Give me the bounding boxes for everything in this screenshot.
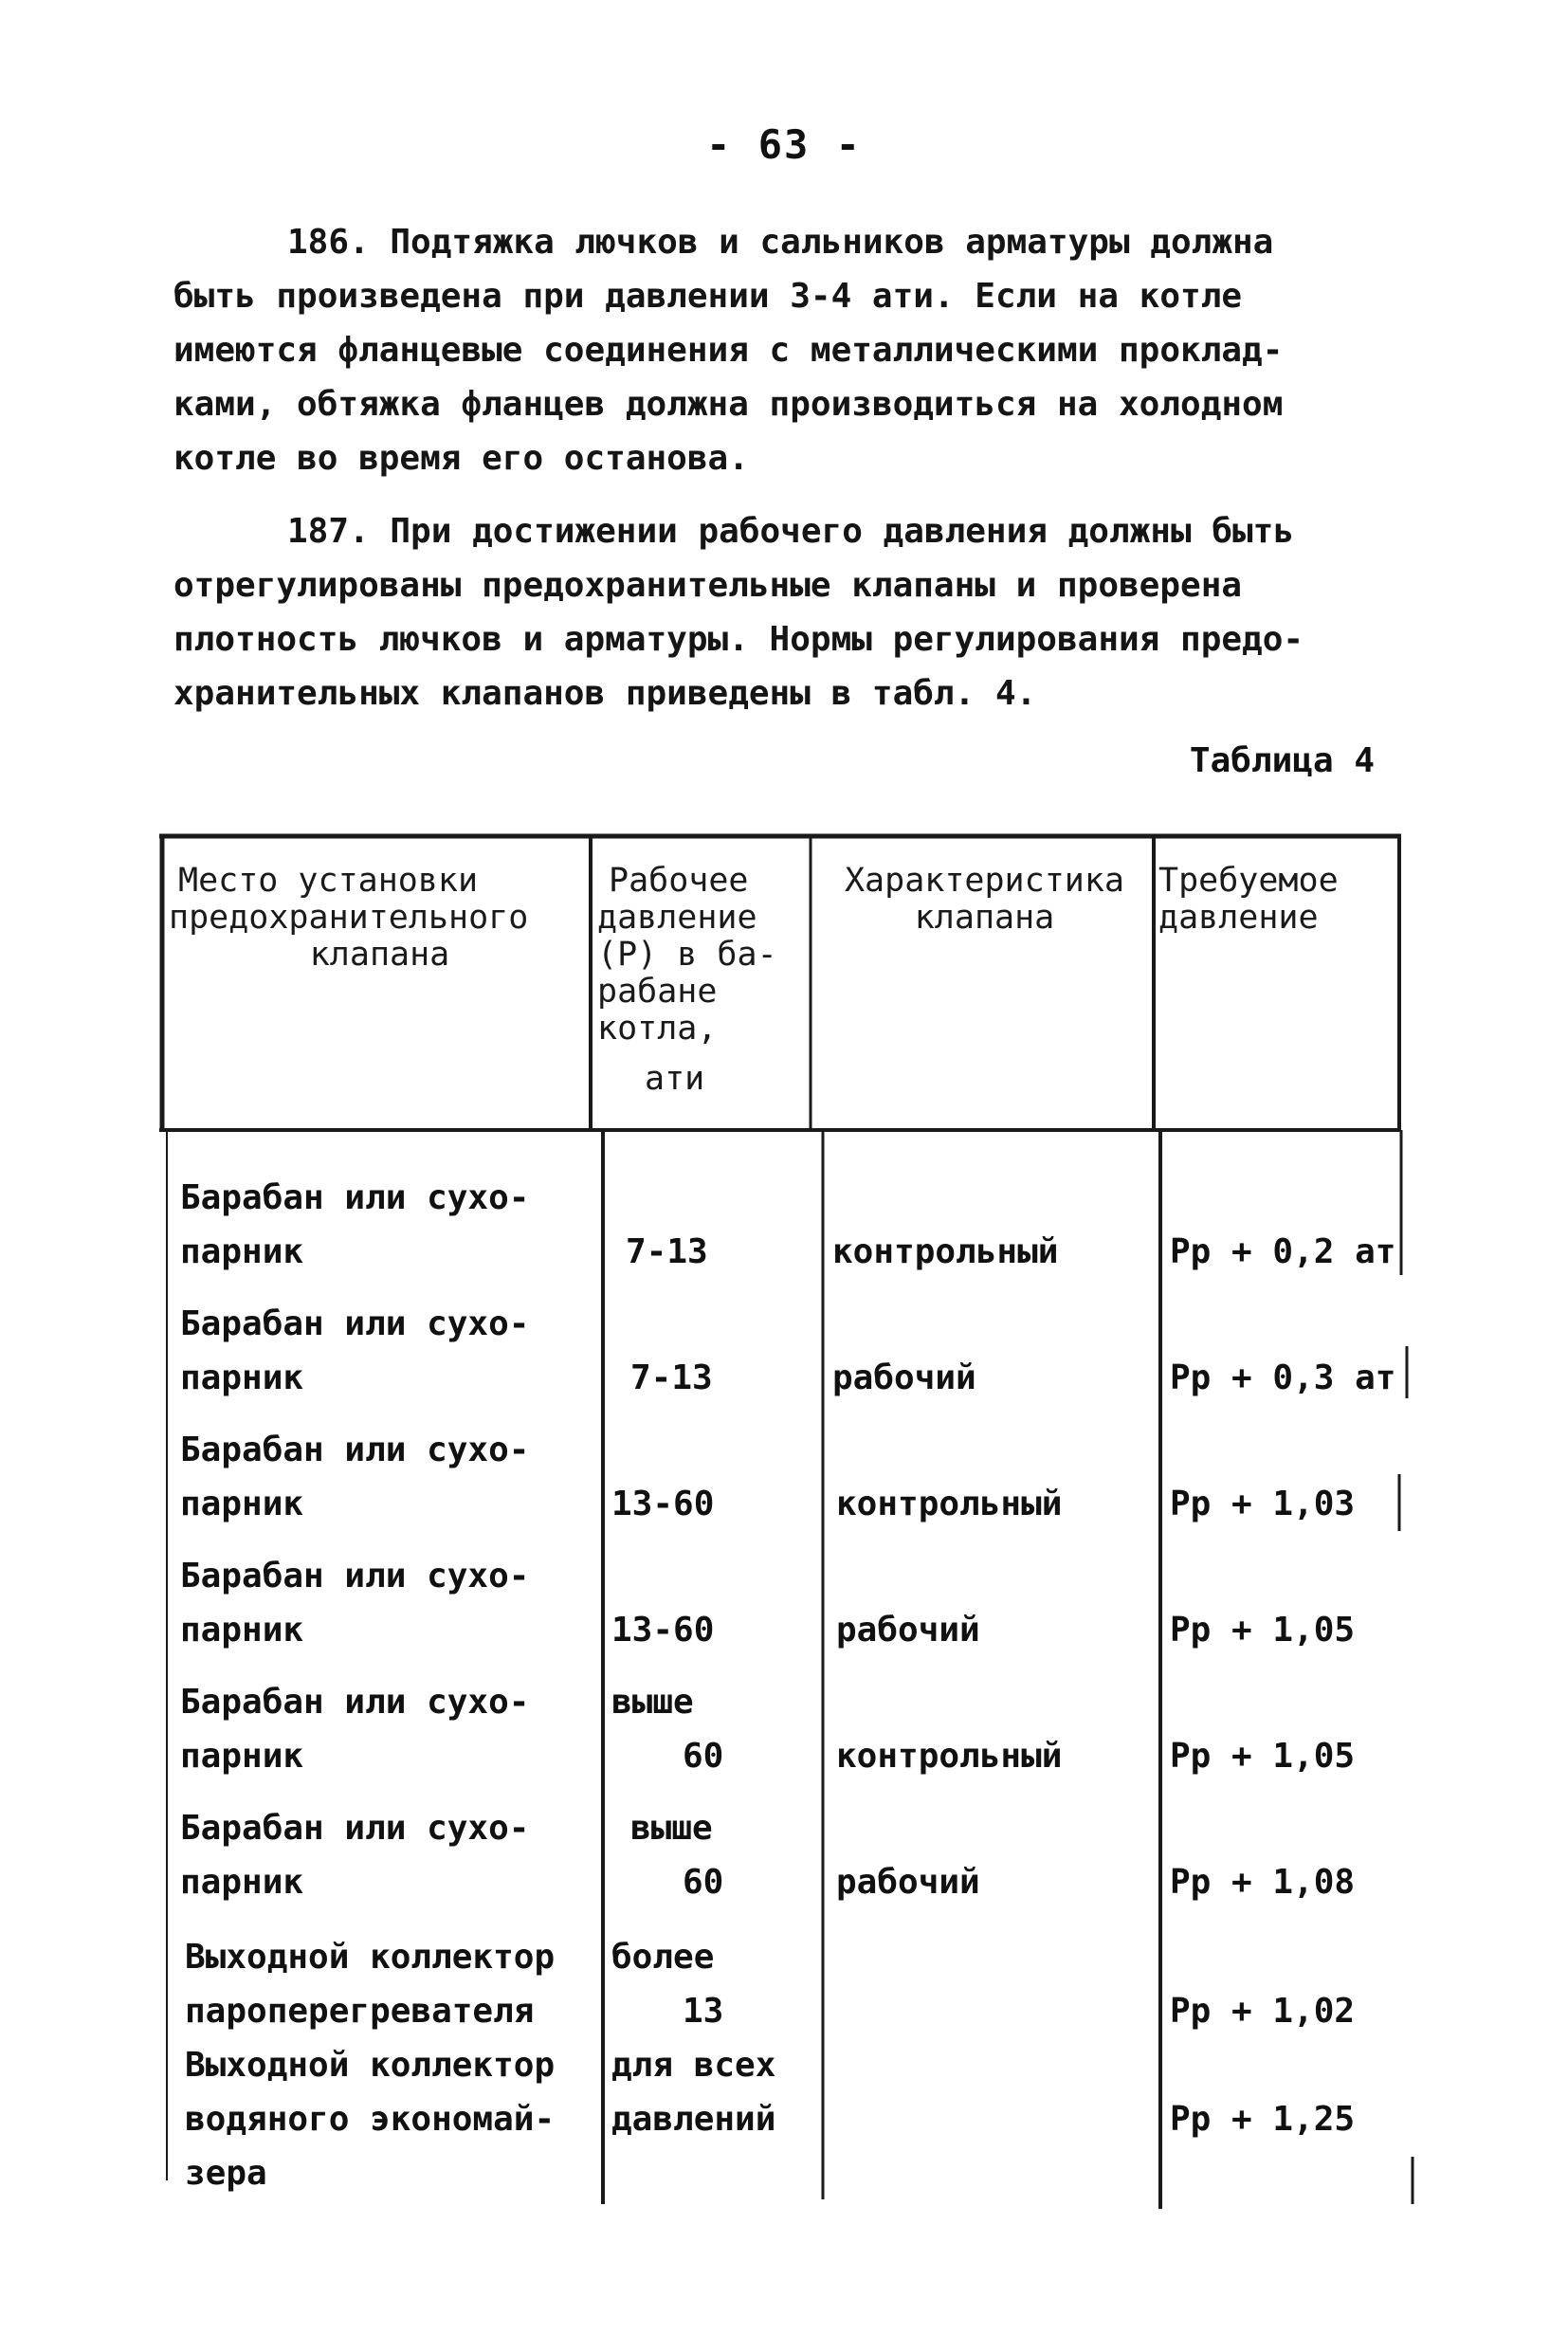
cell-place: Барабан или сухо- парник: [180, 1683, 530, 1776]
cell-place: Выходной коллектор водяного экономай- зера: [185, 2046, 556, 2193]
page-number: - 63 -: [706, 121, 862, 168]
cell-pressure: 7-13: [626, 1232, 708, 1271]
cell-characteristic: контрольный: [836, 1485, 1063, 1523]
paragraph-line: плотность лючков и арматуры. Нормы регулирования предо-: [173, 620, 1304, 659]
paragraph-line: отрегулированы предохранительные клапаны и проверена: [173, 566, 1243, 605]
header-place: [169, 863, 591, 974]
cell-required: Рр + 0,3 ат: [1170, 1358, 1396, 1397]
paragraph-line: быть произведена при давлении 3-4 ати. Если на котле: [173, 277, 1243, 316]
header-line: Требуемое: [1158, 862, 1339, 900]
paragraph-line: хранительных клапанов приведены в табл. 4.: [173, 674, 1037, 713]
cell-required: Рр + 1,08: [1170, 1863, 1356, 1902]
cell-place: Барабан или сухо- парник: [180, 1809, 530, 1902]
cell-pressure: 13-60: [611, 1611, 715, 1650]
cell-pressure: выше 60: [611, 1683, 724, 1776]
cell-place: Выходной коллектор пароперегревателя: [185, 1938, 556, 2031]
cell-required: Рр + 1,05: [1170, 1611, 1356, 1650]
cell-required: Рр + 1,03: [1170, 1485, 1356, 1523]
cell-pressure: для всех давлений: [611, 2046, 776, 2139]
cell-required: Рр + 1,02: [1170, 1992, 1356, 2031]
cell-pressure: 7-13: [630, 1358, 713, 1397]
cell-pressure: 13-60: [611, 1485, 715, 1523]
header-characteristic: [815, 863, 1154, 937]
paragraph-line: 186. Подтяжка лючков и сальников арматуры должна: [287, 223, 1274, 262]
header-line: (Р) в ба-: [597, 936, 777, 974]
header-line: давление: [597, 899, 757, 937]
cell-place: Барабан или сухо- парник: [180, 1304, 530, 1397]
header-line: клапана: [914, 899, 1055, 937]
header-line: Характеристика: [844, 862, 1124, 900]
paragraph-line: ками, обтяжка фланцев должна производиться на холодном: [173, 385, 1284, 424]
cell-place: Барабан или сухо- парник: [180, 1178, 530, 1271]
cell-characteristic: рабочий: [836, 1863, 980, 1902]
cell-required: Рр + 1,05: [1170, 1737, 1356, 1776]
header-line: рабане: [597, 973, 718, 1011]
cell-place: Барабан или сухо- парник: [180, 1431, 530, 1523]
table-caption: Таблица 4: [1189, 741, 1375, 780]
cell-characteristic: контрольный: [832, 1232, 1059, 1271]
cell-characteristic: контрольный: [836, 1737, 1063, 1776]
header-required: [1158, 863, 1399, 937]
header-line: Место установки: [178, 862, 479, 900]
header-line: котла,: [597, 1010, 718, 1048]
cell-pressure: более 13: [611, 1938, 724, 2031]
cell-required: Рр + 1,25: [1170, 2100, 1356, 2139]
header-line: клапана: [309, 936, 450, 974]
cell-characteristic: рабочий: [836, 1611, 980, 1650]
header-line: давление: [1158, 899, 1319, 937]
paragraph-line: 187. При достижении рабочего давления должны быть: [287, 512, 1295, 551]
header-line: Рабочее: [609, 862, 749, 900]
header-line: ати: [645, 1060, 705, 1098]
cell-pressure: выше 60: [630, 1809, 724, 1902]
cell-place: Барабан или сухо- парник: [180, 1557, 530, 1650]
header-line: предохранительного: [169, 899, 529, 937]
paragraph-line: имеются фланцевые соединения с металлическими проклад-: [173, 331, 1284, 370]
paragraph-line: котле во время его останова.: [173, 439, 749, 478]
cell-characteristic: рабочий: [832, 1358, 976, 1397]
header-pressure: [597, 863, 811, 1098]
cell-required: Рр + 0,2 ат: [1170, 1232, 1396, 1271]
